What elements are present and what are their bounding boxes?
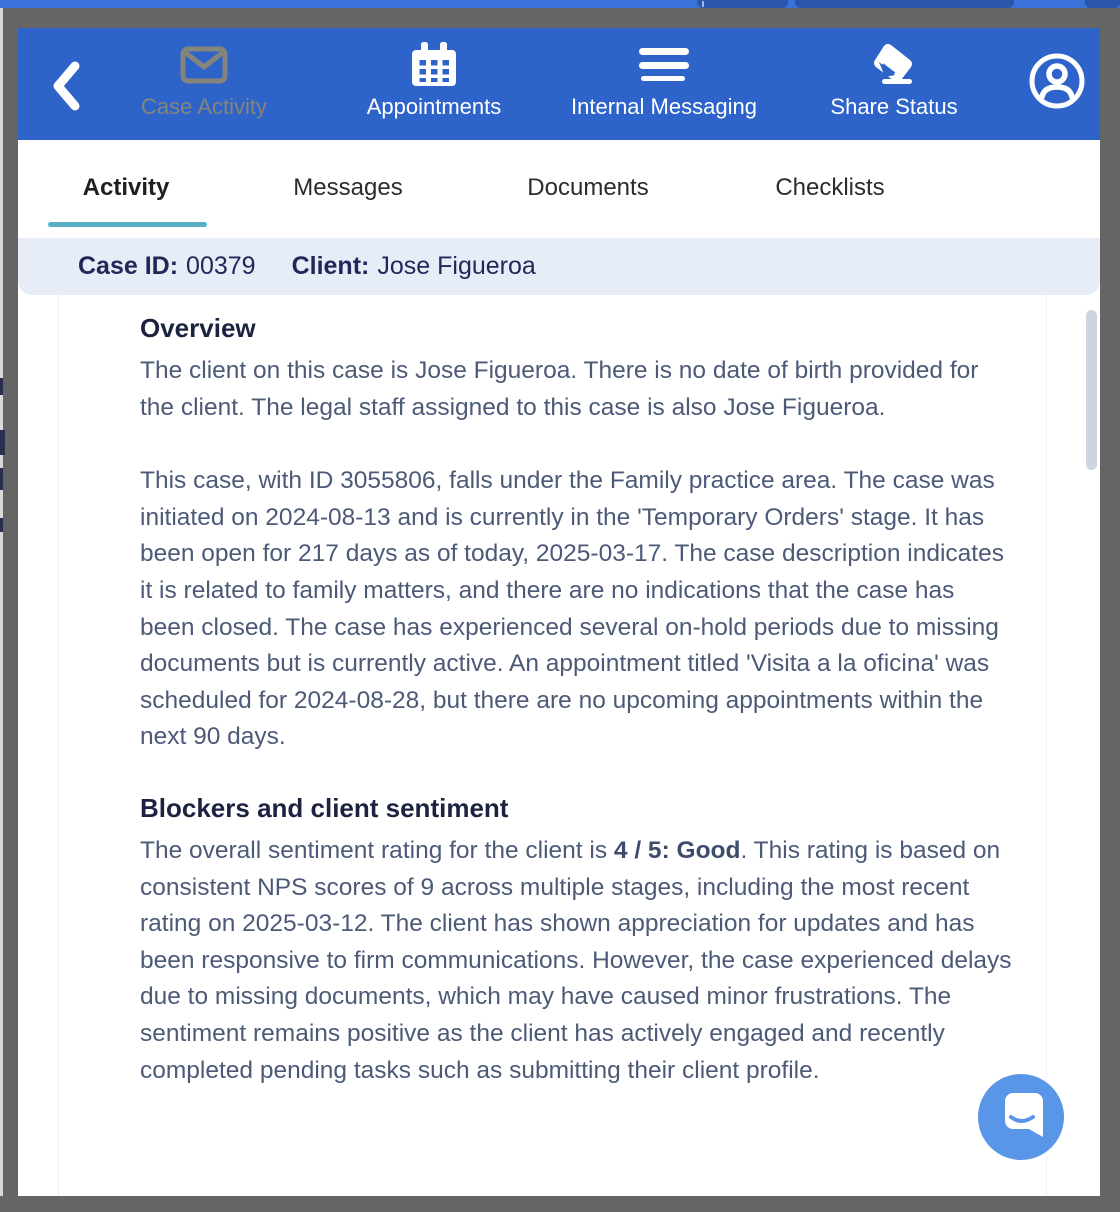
nav-item-share-status[interactable] [779,42,1009,120]
nav-item-case-activity[interactable] [89,42,319,120]
underlying-window-fragment [0,378,3,395]
overview-paragraph-2: This case, with ID 3055806, falls under the Family practice area. The case was initiated on 2024-08-13 and is currently in the 'Temporary Orders' stage. It has been open for 217 days as of today, 2025-03-17. The case description indicates it is related to family matters, and there are no indications that the case has been closed. The case has experienced several on-hold periods due to missing documents but is currently active. An appointment titled 'Visita a la oficina' was scheduled for 2024-08-28, but there are no upcoming appointments within the next 90 days. [140,467,1004,751]
case-id-label: Case ID: [78,252,179,280]
user-profile-button[interactable] [1028,52,1086,110]
content-left-edge [58,295,59,1196]
underlying-tab-shape [697,0,788,8]
client-label: Client: [291,252,370,280]
tab-checklists[interactable]: Checklists [775,174,885,201]
tab-activity[interactable]: Activity [82,174,170,201]
content-right-edge [1046,295,1047,1196]
tab-bar [18,140,1100,238]
underlying-window-edge [0,8,3,1196]
app-header [18,28,1100,140]
active-tab-underline [48,222,207,227]
nav-label: Appointments [366,94,502,119]
underlying-window-fragment [0,518,3,532]
case-id-value: 00379 [186,252,256,280]
chat-bubble-icon [997,1091,1045,1143]
sentiment-rating-value: 4 / 5: Good [613,836,741,864]
sentiment-text-before: The overall sentiment rating for the client is [140,836,614,864]
nav-label: Case Activity [141,94,267,119]
section-heading-overview: Overview [140,313,256,343]
case-summary-scroll-area[interactable] [18,295,1100,1196]
underlying-window-fragment [0,468,3,490]
calendar-icon [319,42,549,88]
tab-messages[interactable]: Messages [293,174,403,201]
case-summary-document [18,295,1100,1089]
sentiment-text-after: . This rating is based on consistent NPS scores of 9 across multiple stages, including the most recent rating on 2025-03-12. The client has shown appreciation for updates and has been responsive to firm communications. However, the case experienced delays due to missing documents, which may have caused minor frustrations. The sentiment remains positive as the client has actively engaged and recently completed pending tasks such as submitting their client profile. [140,836,1012,1084]
user-profile-icon [1028,52,1086,110]
underlying-tab-shape [1085,0,1120,8]
underlying-tab-shape [795,0,1014,8]
nav-item-appointments[interactable] [319,42,549,120]
case-info-bar [18,238,1100,295]
nav-item-internal-messaging[interactable] [549,42,779,120]
scrollbar-thumb[interactable] [1086,310,1097,470]
underlying-tab-divider [702,1,704,7]
envelope-icon [89,42,319,88]
menu-lines-icon [549,42,779,88]
chat-launcher-button[interactable] [978,1074,1064,1160]
nav-label: Internal Messaging [571,94,757,119]
eraser-icon [779,42,1009,88]
underlying-window-tabstrip [0,0,1120,8]
nav-label: Share Status [830,94,958,119]
chevron-left-icon [51,60,81,112]
client-value: Jose Figueroa [377,252,536,280]
back-button[interactable] [38,58,94,114]
overview-paragraph-1: The client on this case is Jose Figueroa. There is no date of birth provided for the client. The legal staff assigned to this case is also Jose Figueroa. [140,357,979,421]
section-heading-blockers: Blockers and client sentiment [140,792,509,823]
tab-documents[interactable]: Documents [527,174,649,201]
app-window [18,28,1100,1196]
underlying-window-fragment [0,430,5,455]
blockers-paragraph [140,833,1012,1089]
